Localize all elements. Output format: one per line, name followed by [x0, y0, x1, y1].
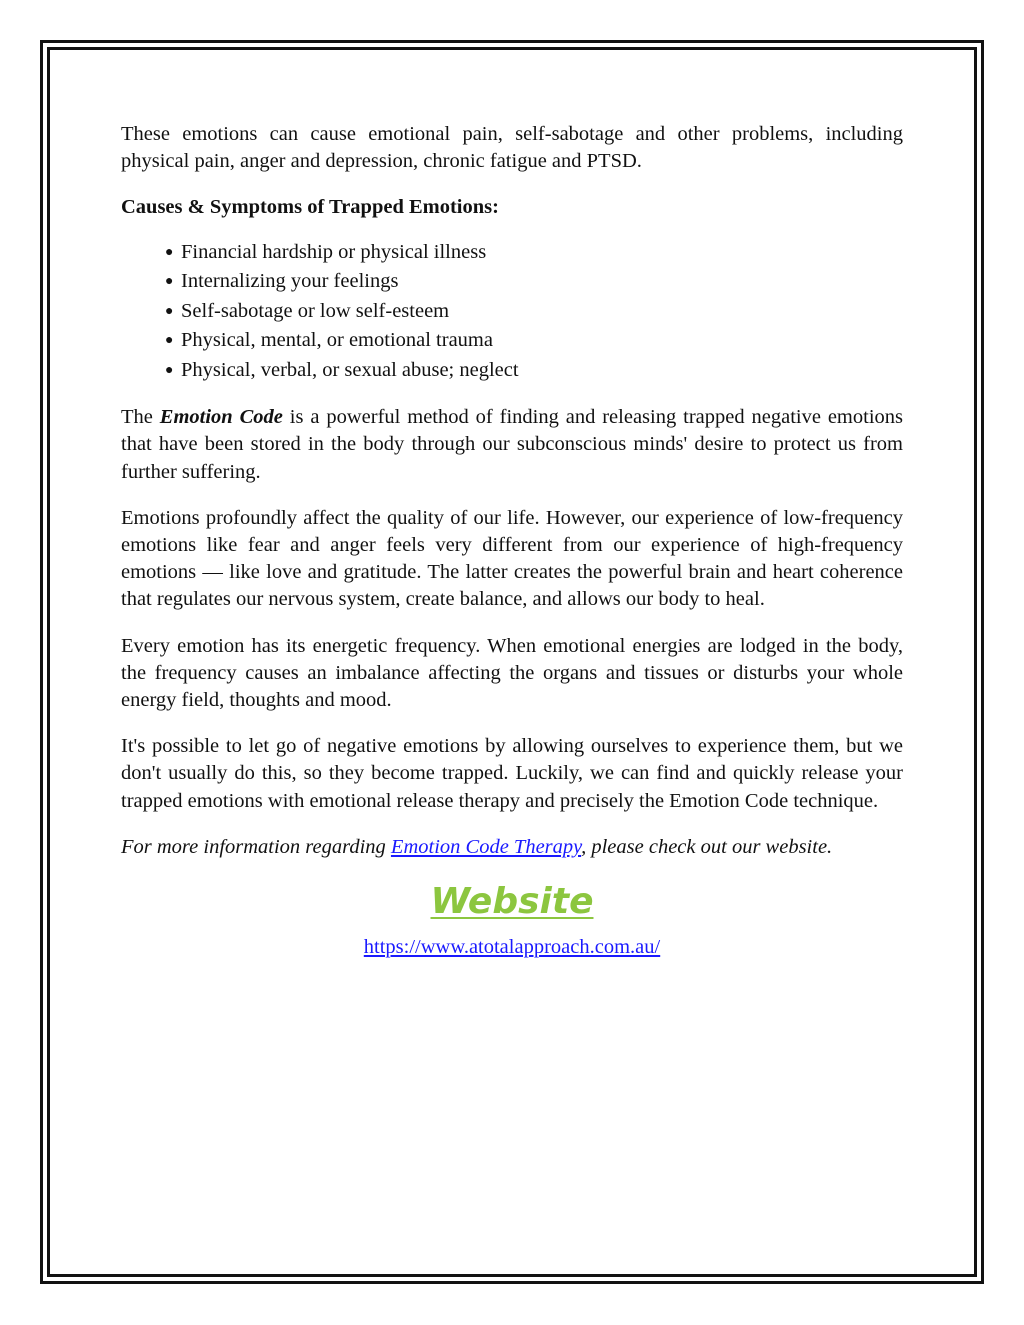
emotion-code-therapy-link[interactable]: Emotion Code Therapy	[390, 835, 582, 858]
intro-paragraph: These emotions can cause emotional pain, self-sabotage and other problems, including physical pain, anger and depression, chronic fatigue and PTSD.	[121, 123, 903, 173]
list-item-text: Physical, verbal, or sexual abuse; neglect	[181, 358, 519, 381]
list-item	[165, 326, 903, 356]
energy-paragraph: Every emotion has its energetic frequency. When emotional energies are lodged in the body, the frequency causes an imbalance affecting the organs and tissues or disturbs your whole energy field, thoughts and mood.	[121, 634, 903, 711]
section-heading: Causes & Symptoms of Trapped Emotions:	[121, 196, 499, 219]
more-info-paragraph	[121, 834, 903, 861]
bullet-dot-icon: ●	[165, 362, 174, 378]
website-heading-text: Website	[430, 880, 594, 922]
emotion-code-prefix: The	[121, 406, 160, 429]
emotion-code-term: Emotion Code	[159, 406, 283, 429]
frequency-paragraph: Emotions profoundly affect the quality of our life. However, our experience of low-frequency emotions like fear and anger feels very different from our experience of high-frequency emotions — like love and gratitude. The latter creates the powerful brain and heart coherence that regulates our nervous system, create balance, and allows our body to heal.	[121, 506, 903, 611]
list-item-text: Self-sabotage or low self-esteem	[181, 299, 450, 322]
more-info-prefix: For more information regarding	[121, 835, 391, 858]
emotion-code-paragraph	[121, 404, 903, 486]
emotion-code-rest: is a powerful method of finding and releasing trapped negative emotions that have been stored in the body through our subconscious minds' desire to protect us from further suffering.	[121, 406, 903, 483]
website-heading	[121, 880, 903, 924]
more-info-suffix: , please check out our website.	[581, 835, 833, 858]
bullet-dot-icon: ●	[165, 244, 174, 260]
release-paragraph: It's possible to let go of negative emotions by allowing ourselves to experience them, but we don't usually do this, so they become trapped. Luckily, we can find and quickly release your trapped emotions with emotional release therapy and precisely the Emotion Code technique.	[121, 735, 903, 812]
list-item	[165, 297, 903, 327]
website-url-line	[121, 934, 903, 961]
causes-list	[121, 238, 903, 386]
list-item	[165, 356, 903, 386]
list-item-text: Internalizing your feelings	[181, 270, 399, 293]
list-item	[165, 238, 903, 268]
website-url-link[interactable]: https://www.atotalapproach.com.au/	[363, 935, 661, 958]
bullet-dot-icon: ●	[165, 303, 174, 319]
document-body	[121, 121, 903, 961]
bullet-dot-icon: ●	[165, 333, 174, 349]
list-item	[165, 267, 903, 297]
list-item-text: Physical, mental, or emotional trauma	[181, 329, 493, 352]
list-item-text: Financial hardship or physical illness	[181, 240, 487, 263]
bullet-dot-icon: ●	[165, 274, 174, 290]
